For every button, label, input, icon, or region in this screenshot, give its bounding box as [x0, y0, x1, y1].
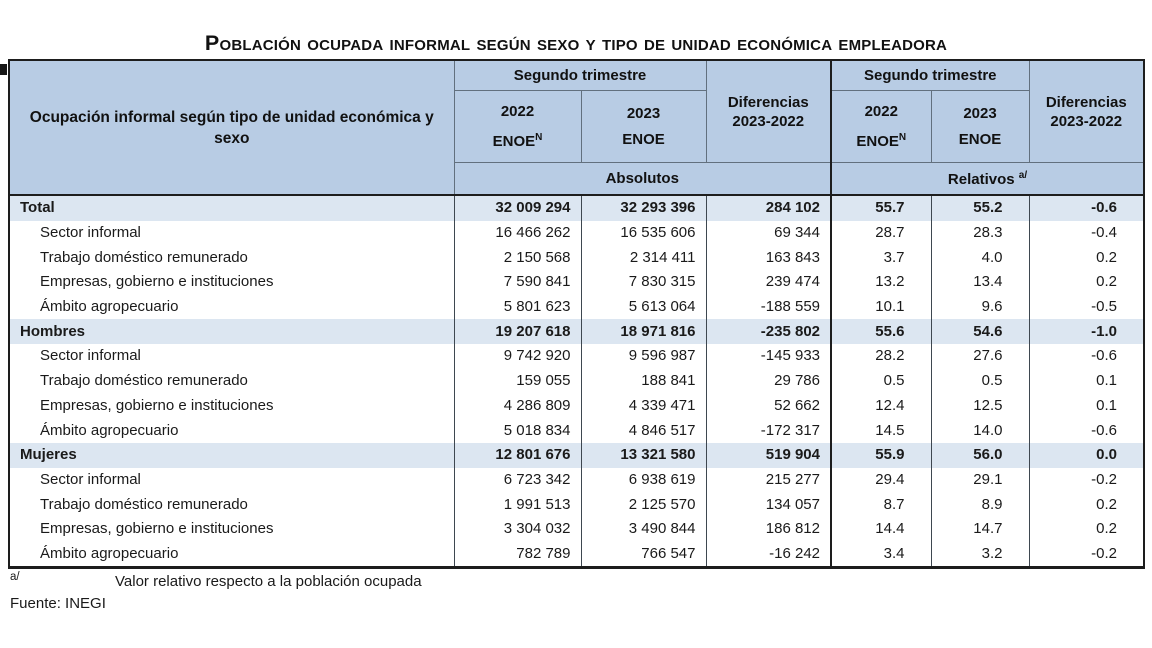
cell-abs-2023: 3 490 844	[581, 517, 706, 542]
cell-rel-dif: -0.4	[1029, 221, 1144, 246]
cell-abs-dif: 215 277	[706, 468, 831, 493]
cell-rel-2023: 0.5	[931, 369, 1029, 394]
cell-rel-2023: 8.9	[931, 492, 1029, 517]
cell-rel-dif: -0.2	[1029, 542, 1144, 568]
row-label: Empresas, gobierno e instituciones	[9, 517, 454, 542]
cell-rel-2022: 3.4	[831, 542, 931, 568]
cell-rel-dif: -0.2	[1029, 468, 1144, 493]
cell-rel-dif: -0.6	[1029, 418, 1144, 443]
cell-abs-dif: 186 812	[706, 517, 831, 542]
cell-abs-2022: 9 742 920	[454, 344, 581, 369]
year-label: 2023	[626, 104, 661, 122]
cell-abs-2022: 159 055	[454, 369, 581, 394]
cell-rel-2022: 12.4	[831, 394, 931, 419]
stub-header: Ocupación informal según tipo de unidad económica y sexo	[9, 60, 454, 195]
table-row	[9, 517, 1144, 542]
cell-rel-2022: 3.7	[831, 245, 931, 270]
table-row	[9, 369, 1144, 394]
cell-rel-2023: 12.5	[931, 394, 1029, 419]
year-label: 2022	[500, 102, 535, 120]
col-header-2023-relativos	[931, 91, 1029, 163]
relativos-label: Relativos	[947, 170, 1015, 188]
table-row	[9, 344, 1144, 369]
cell-rel-2022: 55.9	[831, 443, 931, 468]
table-row	[9, 492, 1144, 517]
cell-rel-2023: 28.3	[931, 221, 1029, 246]
diferencias-line1: Diferencias	[1045, 93, 1127, 111]
cell-rel-2022: 14.5	[831, 418, 931, 443]
cell-rel-2022: 55.7	[831, 195, 931, 221]
table-row	[9, 394, 1144, 419]
table-header	[9, 60, 1144, 195]
cell-abs-2023: 9 596 987	[581, 344, 706, 369]
survey-superscript: N	[535, 131, 543, 143]
table-row	[9, 295, 1144, 320]
table-row-mujeres	[9, 443, 1144, 468]
header-row-period	[9, 60, 1144, 91]
cell-rel-2023: 9.6	[931, 295, 1029, 320]
diferencias-line1: Diferencias	[727, 93, 809, 111]
cell-abs-2023: 5 613 064	[581, 295, 706, 320]
cell-rel-2022: 0.5	[831, 369, 931, 394]
cell-abs-dif: -145 933	[706, 344, 831, 369]
cell-rel-dif: -0.6	[1029, 344, 1144, 369]
cell-rel-dif: 0.1	[1029, 394, 1144, 419]
footnote-marker: a/	[10, 571, 20, 584]
cell-abs-dif: 519 904	[706, 443, 831, 468]
cell-rel-dif: -1.0	[1029, 319, 1144, 344]
cell-abs-2022: 5 018 834	[454, 418, 581, 443]
row-label: Hombres	[9, 319, 454, 344]
cell-rel-2023: 14.0	[931, 418, 1029, 443]
cell-abs-dif: -172 317	[706, 418, 831, 443]
table-row-total	[9, 195, 1144, 221]
period-header-absolutos: Segundo trimestre	[454, 60, 706, 91]
cell-rel-dif: -0.6	[1029, 195, 1144, 221]
cell-abs-2023: 7 830 315	[581, 270, 706, 295]
group-header-absolutos: Absolutos	[454, 163, 831, 196]
cell-abs-dif: -235 802	[706, 319, 831, 344]
cell-abs-2023: 13 321 580	[581, 443, 706, 468]
cell-abs-2022: 7 590 841	[454, 270, 581, 295]
cell-abs-2023: 2 314 411	[581, 245, 706, 270]
cell-abs-dif: -16 242	[706, 542, 831, 568]
table-row-hombres	[9, 319, 1144, 344]
cell-abs-dif: 52 662	[706, 394, 831, 419]
cell-rel-2023: 13.4	[931, 270, 1029, 295]
cell-rel-dif: 0.2	[1029, 245, 1144, 270]
row-label: Mujeres	[9, 443, 454, 468]
diferencias-line2: 2023-2022	[732, 112, 805, 130]
row-label: Sector informal	[9, 344, 454, 369]
col-header-2023-absolutos	[581, 91, 706, 163]
cell-abs-2022: 1 991 513	[454, 492, 581, 517]
source-text: Fuente: INEGI	[10, 595, 106, 613]
row-label: Empresas, gobierno e instituciones	[9, 394, 454, 419]
cell-rel-2022: 28.7	[831, 221, 931, 246]
cell-rel-2023: 14.7	[931, 517, 1029, 542]
footnote-line	[10, 573, 1152, 594]
row-label: Trabajo doméstico remunerado	[9, 245, 454, 270]
cell-rel-2022: 28.2	[831, 344, 931, 369]
cell-abs-2022: 3 304 032	[454, 517, 581, 542]
cell-rel-2022: 14.4	[831, 517, 931, 542]
cell-abs-dif: 239 474	[706, 270, 831, 295]
survey-label: ENOE	[622, 130, 665, 148]
diferencias-header-absolutos	[706, 60, 831, 163]
row-label: Sector informal	[9, 221, 454, 246]
cell-abs-dif: -188 559	[706, 295, 831, 320]
relativos-footnote-superscript: a/	[1018, 169, 1028, 181]
cell-abs-dif: 134 057	[706, 492, 831, 517]
survey-label: ENOE	[856, 132, 899, 150]
cell-rel-dif: 0.2	[1029, 517, 1144, 542]
diferencias-line2: 2023-2022	[1050, 112, 1123, 130]
cell-rel-2023: 27.6	[931, 344, 1029, 369]
row-label: Trabajo doméstico remunerado	[9, 492, 454, 517]
group-header-relativos	[831, 163, 1144, 196]
cell-abs-dif: 284 102	[706, 195, 831, 221]
cell-rel-dif: 0.1	[1029, 369, 1144, 394]
year-label: 2023	[963, 104, 997, 122]
col-header-2022-absolutos	[454, 91, 581, 163]
cell-abs-2023: 18 971 816	[581, 319, 706, 344]
table-row	[9, 270, 1144, 295]
cell-rel-dif: 0.2	[1029, 492, 1144, 517]
row-label: Total	[9, 195, 454, 221]
cell-rel-2023: 3.2	[931, 542, 1029, 568]
cell-abs-2022: 16 466 262	[454, 221, 581, 246]
cell-abs-2023: 4 846 517	[581, 418, 706, 443]
cell-abs-2023: 16 535 606	[581, 221, 706, 246]
cell-abs-2023: 6 938 619	[581, 468, 706, 493]
row-label: Empresas, gobierno e instituciones	[9, 270, 454, 295]
table-body	[9, 195, 1144, 568]
survey-label: ENOE	[958, 130, 1002, 148]
col-header-2022-relativos	[831, 91, 931, 163]
cell-abs-2023: 2 125 570	[581, 492, 706, 517]
cell-rel-2022: 10.1	[831, 295, 931, 320]
cell-abs-2022: 6 723 342	[454, 468, 581, 493]
cell-rel-2023: 56.0	[931, 443, 1029, 468]
cell-abs-2022: 782 789	[454, 542, 581, 568]
footnote-text: Valor relativo respecto a la población ocupada	[115, 573, 422, 591]
cell-abs-dif: 163 843	[706, 245, 831, 270]
row-label: Sector informal	[9, 468, 454, 493]
cell-rel-2022: 8.7	[831, 492, 931, 517]
page-title: Población ocupada informal según sexo y tipo de unidad económica empleadora	[204, 31, 948, 55]
cell-abs-dif: 69 344	[706, 221, 831, 246]
crop-artifact	[0, 64, 7, 75]
cell-rel-2023: 4.0	[931, 245, 1029, 270]
informal-employment-table	[8, 59, 1145, 569]
cell-abs-2022: 12 801 676	[454, 443, 581, 468]
table-row	[9, 468, 1144, 493]
cell-rel-dif: 0.0	[1029, 443, 1144, 468]
row-label: Ámbito agropecuario	[9, 418, 454, 443]
cell-rel-2022: 13.2	[831, 270, 931, 295]
cell-rel-2022: 55.6	[831, 319, 931, 344]
cell-abs-dif: 29 786	[706, 369, 831, 394]
cell-rel-2022: 29.4	[831, 468, 931, 493]
footnotes	[10, 573, 1152, 616]
cell-abs-2023: 766 547	[581, 542, 706, 568]
row-label: Ámbito agropecuario	[9, 295, 454, 320]
cell-abs-2023: 32 293 396	[581, 195, 706, 221]
cell-abs-2023: 4 339 471	[581, 394, 706, 419]
cell-abs-2022: 5 801 623	[454, 295, 581, 320]
period-header-relativos: Segundo trimestre	[831, 60, 1029, 91]
row-label: Ámbito agropecuario	[9, 542, 454, 568]
table-row	[9, 245, 1144, 270]
row-label: Trabajo doméstico remunerado	[9, 369, 454, 394]
cell-abs-2022: 19 207 618	[454, 319, 581, 344]
table-row	[9, 418, 1144, 443]
cell-abs-2022: 32 009 294	[454, 195, 581, 221]
survey-label: ENOE	[492, 132, 536, 150]
table-row	[9, 542, 1144, 568]
cell-rel-2023: 29.1	[931, 468, 1029, 493]
cell-rel-2023: 54.6	[931, 319, 1029, 344]
cell-rel-dif: 0.2	[1029, 270, 1144, 295]
survey-superscript: N	[898, 131, 907, 143]
cell-rel-dif: -0.5	[1029, 295, 1144, 320]
diferencias-header-relativos	[1029, 60, 1144, 163]
cell-rel-2023: 55.2	[931, 195, 1029, 221]
cell-abs-2023: 188 841	[581, 369, 706, 394]
year-label: 2022	[864, 102, 898, 120]
table-row	[9, 221, 1144, 246]
cell-abs-2022: 2 150 568	[454, 245, 581, 270]
cell-abs-2022: 4 286 809	[454, 394, 581, 419]
